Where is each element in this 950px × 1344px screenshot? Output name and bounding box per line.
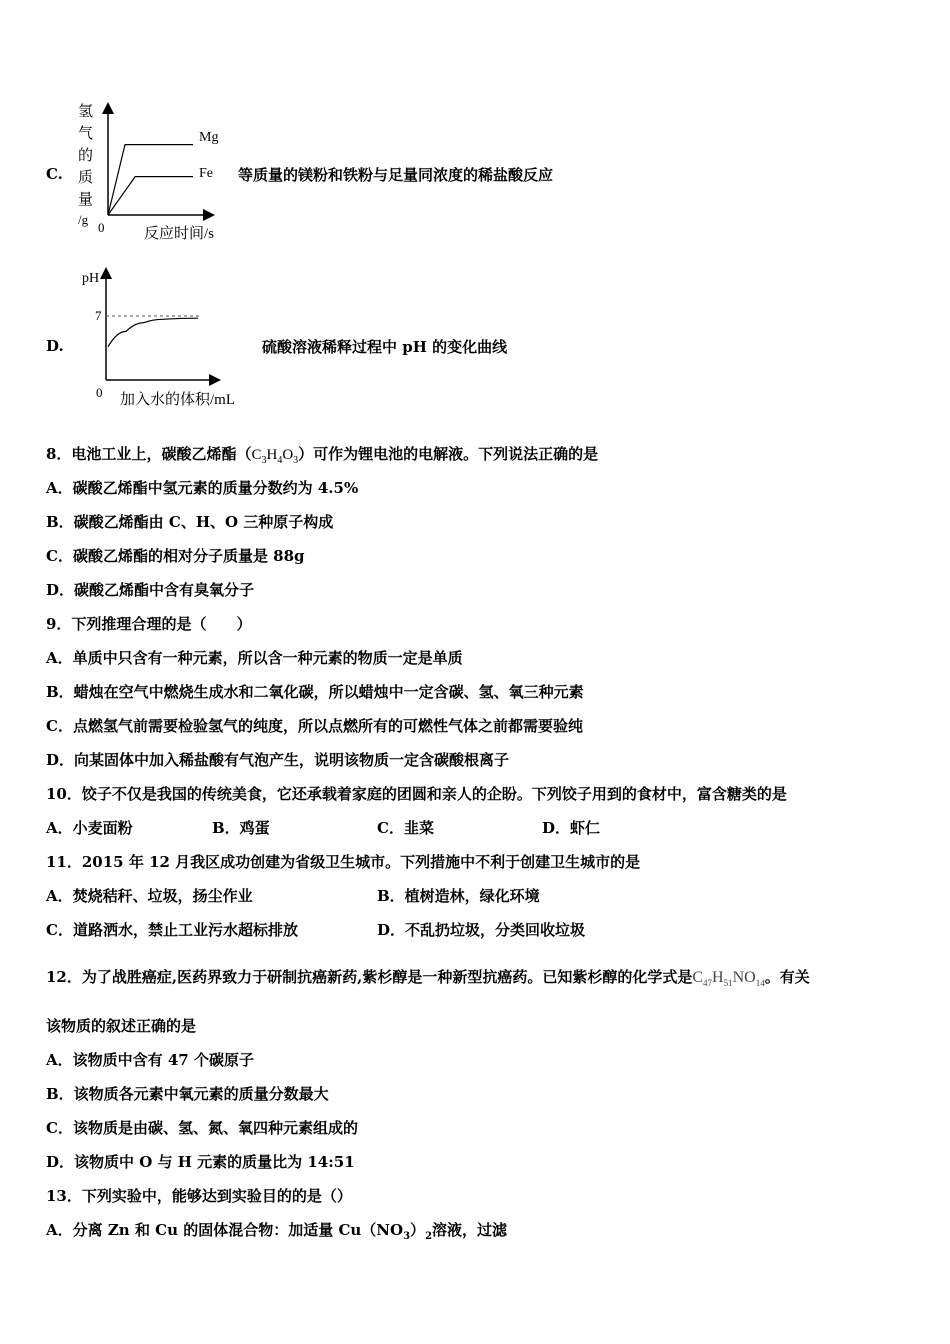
q10-option-d: D．虾仁 — [542, 819, 601, 837]
q7d-origin: 0 — [96, 385, 103, 400]
q9-option-c: C．点燃氢气前需要检验氢气的纯度，所以点燃所有的可燃性气体之前都需要验纯 — [46, 717, 583, 735]
q11-option-b: B．植树造林，绿化环境 — [377, 887, 540, 905]
q7c-fe-label: Fe — [199, 166, 213, 181]
q7c-mg-line — [108, 145, 193, 215]
q7c-label: C. — [46, 165, 63, 183]
q9-option-b: B．蜡烛在空气中燃烧生成水和二氧化碳，所以蜡烛中一定含碳、氢、氧三种元素 — [46, 683, 584, 701]
q7d-chart — [80, 262, 270, 412]
q7d-description: 硫酸溶液稀释过程中 pH 的变化曲线 — [262, 338, 508, 356]
q12-option-c: C．该物质是由碳、氢、氮、氧四种元素组成的 — [46, 1119, 358, 1137]
q12-option-d: D．该物质中 O 与 H 元素的质量比为 14:51 — [46, 1153, 355, 1171]
q11-stem: 11．2015 年 12 月我区成功创建为省级卫生城市。下列措施中不利于创建卫生城市的是 — [46, 853, 641, 871]
q9-option-d: D．向某固体中加入稀盐酸有气泡产生，说明该物质一定含碳酸根离子 — [46, 751, 510, 769]
q12-formula: $C_{47}H_{51}NO_{14}$ — [692, 969, 765, 989]
q10-stem: 10．饺子不仅是我国的传统美食，它还承载着家庭的团圆和亲人的企盼。下列饺子用到的食材中，富含糖类的是 — [46, 785, 787, 803]
q10-option-a: A．小麦面粉 — [46, 819, 133, 837]
q10-option-c: C．韭菜 — [377, 819, 434, 837]
q7c-yunit: /g — [78, 212, 89, 227]
q7d-ylabel: pH — [82, 271, 100, 286]
q7c-chart — [72, 100, 242, 245]
q7c-description: 等质量的镁粉和铁粉与足量同浓度的稀盐酸反应 — [238, 166, 554, 184]
q13-option-a: A．分离 Zn 和 Cu 的固体混合物：加适量 $Cu(NO_3)_2$溶液，过滤 — [46, 1221, 508, 1242]
q11-option-a: A．焚烧秸秆、垃圾，扬尘作业 — [46, 887, 253, 905]
q9-option-a: A．单质中只含有一种元素，所以含一种元素的物质一定是单质 — [46, 649, 463, 667]
q13-stem: 13．下列实验中，能够达到实验目的的是（） — [46, 1187, 352, 1205]
q7d-ph-curve — [108, 318, 198, 347]
q7c-ylabel-5: 量 — [78, 192, 94, 208]
q7d-xlabel: 加入水的体积/mL — [120, 392, 235, 408]
q8-stem: 8．电池工业上，碳酸乙烯酯$(C_3H_4O_3)$可作为锂电池的电解液。下列说法正确的是 — [46, 445, 599, 466]
q7c-mg-label: Mg — [199, 130, 219, 145]
q12-option-b: B．该物质各元素中氧元素的质量分数最大 — [46, 1085, 329, 1103]
q12-option-a: A．该物质中含有 47 个碳原子 — [46, 1051, 254, 1069]
q7c-xlabel: 反应时间/s — [144, 226, 215, 242]
q8-option-c: C．碳酸乙烯酯的相对分子质量是 88g — [46, 547, 305, 565]
q8-option-a: A．碳酸乙烯酯中氢元素的质量分数约为 4.5% — [46, 479, 359, 497]
q11-option-c: C．道路洒水，禁止工业污水超标排放 — [46, 921, 298, 939]
q11-option-d: D．不乱扔垃圾，分类回收垃圾 — [377, 921, 586, 939]
q8-option-b: B．碳酸乙烯酯由 C、H、O 三种原子构成 — [46, 513, 334, 531]
q7c-ylabel-1: 氢 — [78, 104, 94, 120]
q9-stem: 9．下列推理合理的是（ ） — [46, 615, 252, 633]
q8-option-d: D．碳酸乙烯酯中含有臭氧分子 — [46, 581, 255, 599]
q7c-origin: 0 — [98, 220, 105, 235]
q7c-ylabel-2: 气 — [78, 126, 94, 142]
q7d-label: D. — [46, 337, 64, 355]
q7d-tick-7: 7 — [95, 308, 102, 323]
q7c-fe-line — [108, 177, 193, 215]
q7c-ylabel-3: 的 — [78, 148, 94, 164]
q12-stem: 12．为了战胜癌症,医药界致力于研制抗癌新药,紫杉醇是一种新型抗癌药。已知紫杉醇的化学式是$C_{47}H_{51}NO_{14}$。有关 — [46, 968, 810, 989]
q12-stem-continued: 该物质的叙述正确的是 — [46, 1017, 197, 1035]
q7c-ylabel-4: 质 — [78, 170, 94, 186]
q10-option-b: B．鸡蛋 — [212, 819, 270, 837]
q8-formula: $C_3H_4O_3$ — [251, 447, 299, 466]
